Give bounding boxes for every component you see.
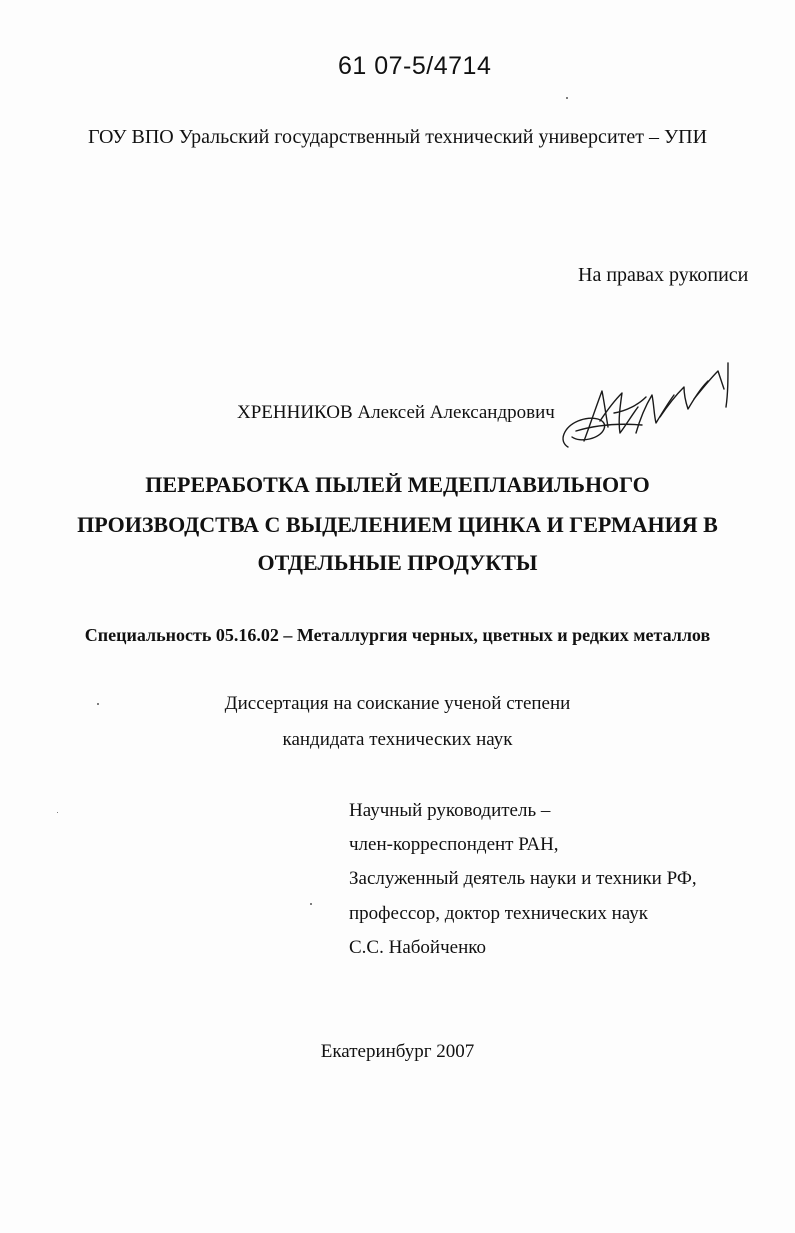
- dissertation-title-line: ОТДЕЛЬНЫЕ ПРОДУКТЫ: [257, 550, 538, 575]
- rights-note: На правах рукописи: [578, 264, 749, 286]
- dissertation-degree-line: кандидата технических наук: [282, 729, 513, 750]
- scan-speck: [566, 97, 568, 99]
- dissertation-title-line: ПЕРЕРАБОТКА ПЫЛЕЙ МЕДЕПЛАВИЛЬНОГО: [145, 472, 650, 497]
- specialty-line: Специальность 05.16.02 – Металлургия черных, цветных и редких металлов: [84, 625, 711, 645]
- author-name: ХРЕННИКОВ Алексей Александрович: [237, 402, 555, 423]
- supervisor-line: С.С. Набойченко: [349, 937, 487, 958]
- scan-speck: [57, 812, 58, 813]
- author-signature: [556, 355, 736, 455]
- supervisor-line: член-корреспондент РАН,: [349, 834, 559, 855]
- supervisor-line: Заслуженный деятель науки и техники РФ,: [349, 868, 697, 889]
- dissertation-title-line: ПРОИЗВОДСТВА С ВЫДЕЛЕНИЕМ ЦИНКА И ГЕРМАНИЯ В: [77, 512, 718, 537]
- city-year: Екатеринбург 2007: [320, 1041, 475, 1062]
- scan-speck: [97, 703, 99, 705]
- scan-speck: [310, 903, 312, 905]
- dissertation-degree-line: Диссертация на соискание ученой степени: [224, 693, 571, 714]
- university-name: ГОУ ВПО Уральский государственный технический университет – УПИ: [87, 126, 708, 148]
- supervisor-line: профессор, доктор технических наук: [349, 903, 648, 924]
- supervisor-line: Научный руководитель –: [349, 800, 551, 821]
- archive-stamp-number: 61 07-5/4714: [338, 52, 492, 80]
